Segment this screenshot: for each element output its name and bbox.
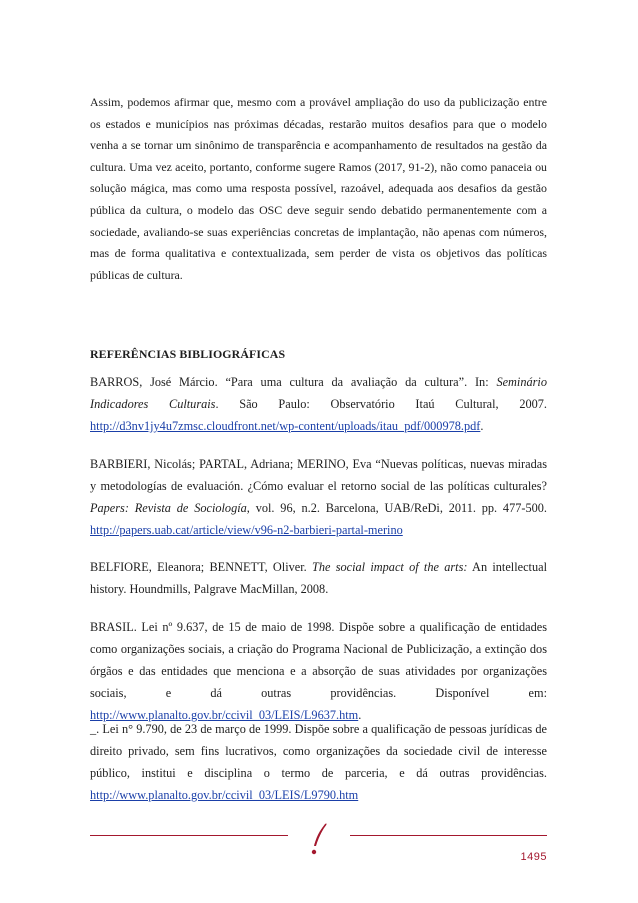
quill-exclamation-icon	[309, 822, 329, 856]
reference-link[interactable]: http://www.planalto.gov.br/ccivil_03/LEIS/L9790.htm	[90, 787, 359, 802]
reference-brasil-9637: BRASIL. Lei nº 9.637, de 15 de maio de 1998. Dispõe sobre a qualificação de entidades como organizações sociais, a criação do Programa Nacional de Publicização, a extinção dos órgãos e das entidades que menciona e a absorção de suas atividades por organizações sociais, e dá outras providências. Disponível em: http://www.planalto.gov.br/ccivil_03/LEIS/L9637.htm.	[90, 620, 547, 722]
reference-title: The social impact of the arts:	[312, 560, 468, 574]
page-number: 1495	[520, 851, 547, 863]
body-paragraph: Assim, podemos afirmar que, mesmo com a provável ampliação do uso da publicização entre os estados e municípios nas próximas décadas, restarão muitos desafios para que o modelo venha a se tornar um sinônimo de transparência e acompanhamento de resultados na gestão da cultura. Uma vez aceito, portanto, conforme sugere Ramos (2017, 91-2), não como panaceia ou solução mágica, mas como uma resposta possível, razoável, adequada aos desafios da gestão pública da cultura, o modelo das OSC deve seguir sendo debatido permanentemente com a sociedade, avaliando-se suas experiências concretas de implantação, não apenas com números, mas de forma qualitativa e contextualizada, sem perder de vista os objetivos das políticas públicas de cultura.	[90, 95, 547, 282]
footer-rule-right	[350, 835, 547, 836]
reference-brasil-9790: _. Lei n° 9.790, de 23 de março de 1999. Dispõe sobre a qualificação de pessoas jurídicas de direito privado, sem fins lucrativos, como organizações da sociedade civil de interesse público, institui e disciplina o termo de parceria, e dá outras providências. http://www.planalto.gov.br/ccivil_03/LEIS/L9790.htm	[90, 722, 547, 802]
reference-belfiore: BELFIORE, Eleanora; BENNETT, Oliver. The social impact of the arts: An intellectual history. Houndmills, Palgrave MacMillan, 2008.	[90, 560, 547, 596]
reference-title: Papers: Revista de Sociología	[90, 500, 247, 515]
reference-link[interactable]: http://d3nv1jy4u7zmsc.cloudfront.net/wp-content/uploads/itau_pdf/000978.pdf	[90, 418, 481, 433]
reference-link[interactable]: http://www.planalto.gov.br/ccivil_03/LEIS/L9637.htm	[90, 707, 359, 722]
references-heading: REFERÊNCIAS BIBLIOGRÁFICAS	[90, 347, 286, 361]
reference-barbieri: BARBIERI, Nicolás; PARTAL, Adriana; MERINO, Eva “Nuevas políticas, nuevas miradas y metodologías de evaluación. ¿Cómo evaluar el retorno social de las políticas culturales? Papers: Revista de Sociología, vol. 96, n.2. Barcelona, UAB/ReDi, 2011. pp. 477-500. http://papers.uab.cat/article/view/v96-n2-barbieri-partal-merino	[90, 457, 547, 537]
footer-rule-left	[90, 835, 288, 836]
reference-title: Seminário Indicadores Culturais	[90, 375, 547, 411]
reference-link[interactable]: http://papers.uab.cat/article/view/v96-n2-barbieri-partal-merino	[90, 522, 403, 537]
reference-barros: BARROS, José Márcio. “Para uma cultura da avaliação da cultura”. In: Seminário Indicadores Culturais. São Paulo: Observatório Itaú Cultural, 2007. http://d3nv1jy4u7zmsc.cloudfront.net/wp-content/uploads/itau_pdf/000978.pdf.	[90, 375, 547, 433]
